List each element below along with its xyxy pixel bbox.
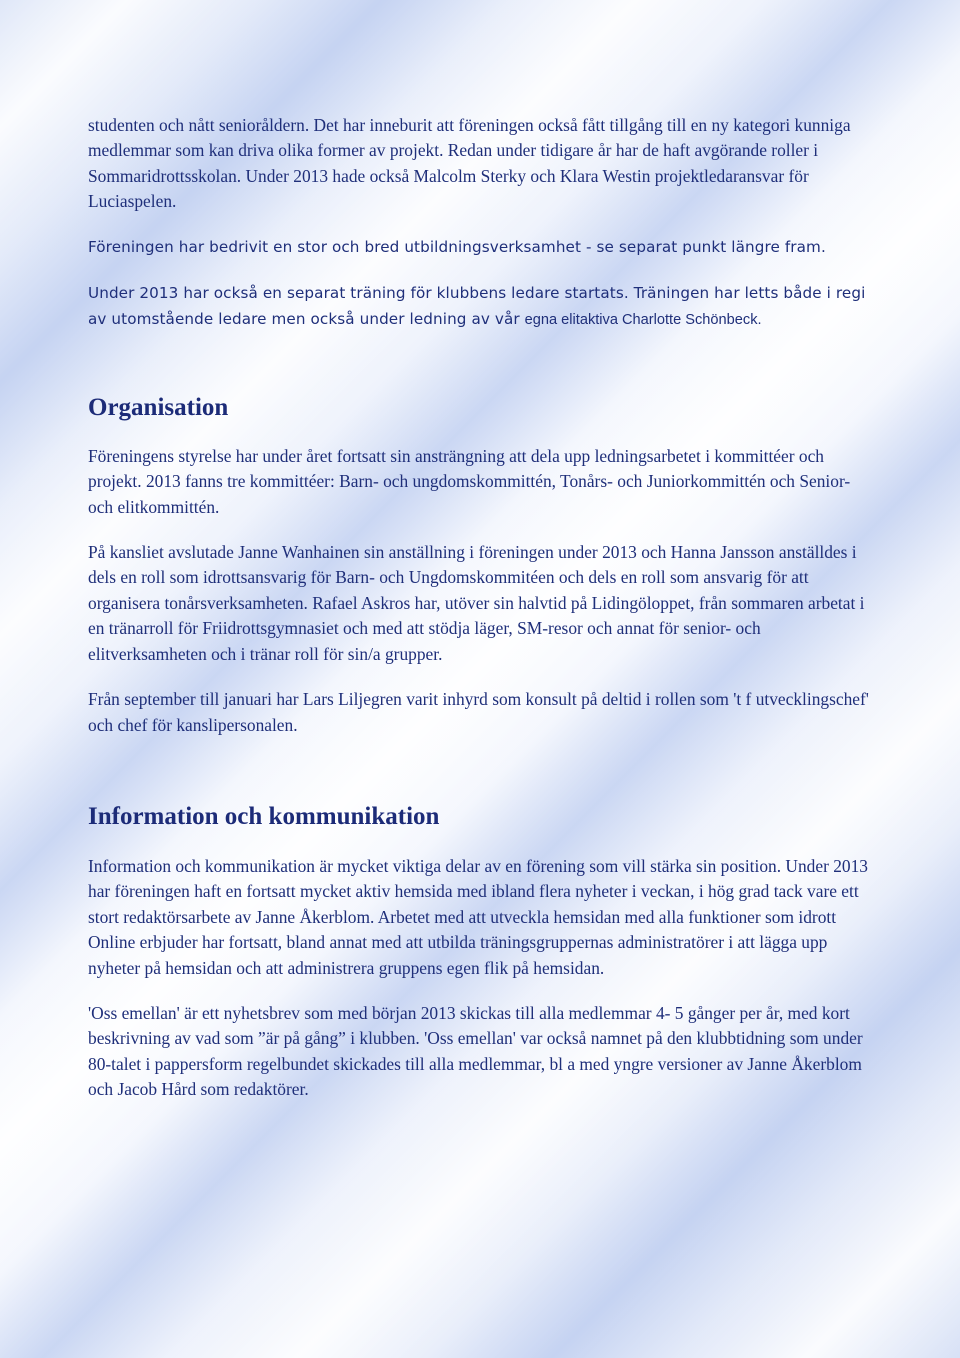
document-page [88, 113, 878, 1123]
paragraph-website: Information och kommunikation är mycket viktiga delar av en förening som vill stärka sin position. Under 2013 har föreningen haft en fortsatt mycket aktiv hemsida med ibland flera nyheter i veckan, i hög grad tack vare ett stort redaktörsarbete av Janne Åkerblom. Arbetet med att utveckla hemsidan med alla funktioner som idrott Online erbjuder har fortsatt, bland annat med att utbilda träningsgruppernas administratörer i att lägga upp nyheter på hemsidan och att administrera gruppens egen flik på hemsidan. [88, 855, 868, 978]
heading-information: Information och kommunikation [88, 802, 440, 830]
paragraph-senior-members: studenten och nått senioråldern. Det har inneburit att föreningen också fått tillgång till en ny kategori kunniga medlemmar som kan driva olika former av projekt. Redan under tidigare år har de haft avgörande roller i Sommaridrottsskolan. Under 2013 hade också Malcolm Sterky och Klara Westin projektledaransvar för Luciaspelen. [88, 115, 851, 212]
paragraph-leader-training [88, 280, 878, 334]
paragraph-committees: Föreningens styrelse har under året fortsatt sin ansträngning att dela upp ledningsarbetet i kommittéer och projekt. 2013 fanns tre kommittéer: Barn- och ungdomskommittén, Tonårs- och Juniorkommittén och Senior- och elitkommittén. [88, 445, 851, 517]
paragraph-consultant: Från september till januari har Lars Liljegren varit inhyrd som konsult på deltid i rollen som 't f utvecklingschef' och chef för kanslipersonalen. [88, 689, 869, 735]
paragraph-education: Föreningen har bedrivit en stor och bred utbildningsverksamhet - se separat punkt längre fram. [88, 237, 826, 256]
leader-training-coach: egna elitaktiva Charlotte Schönbeck. [524, 312, 762, 329]
leader-training-text: Under 2013 har också en separat träning för klubbens ledare startats. Träningen har letts både i regi av utomstående ledare men också under ledning av vår [88, 284, 866, 329]
heading-organisation: Organisation [88, 393, 229, 421]
paragraph-newsletter: 'Oss emellan' är ett nyhetsbrev som med början 2013 skickas till alla medlemmar 4- 5 gånger per år, med kort beskrivning av vad som ”är på gång” i klubben. 'Oss emellan' var också namnet på den klubbtidning som under 80-talet i pappersform regelbundet skickades till alla medlemmar, bl a med yngre versioner av Janne Åkerblom och Jacob Hård som redaktörer. [88, 1002, 863, 1100]
paragraph-office-staff: På kansliet avslutade Janne Wanhainen sin anställning i föreningen under 2013 och Hanna Jansson anställdes i dels en roll som idrottsansvarig för Barn- och Ungdomskommitéen och dels en roll som ansvarig för att organisera tonårsverksamheten. Rafael Askros har, utöver sin halvtid på Lidingöloppet, från sommaren arbetat i en tränarroll för Friidrottsgymnasiet och med att stödja läger, SM-resor och annat för senior- och elitverksamheten och i tränar roll för sin/a grupper. [88, 542, 865, 664]
